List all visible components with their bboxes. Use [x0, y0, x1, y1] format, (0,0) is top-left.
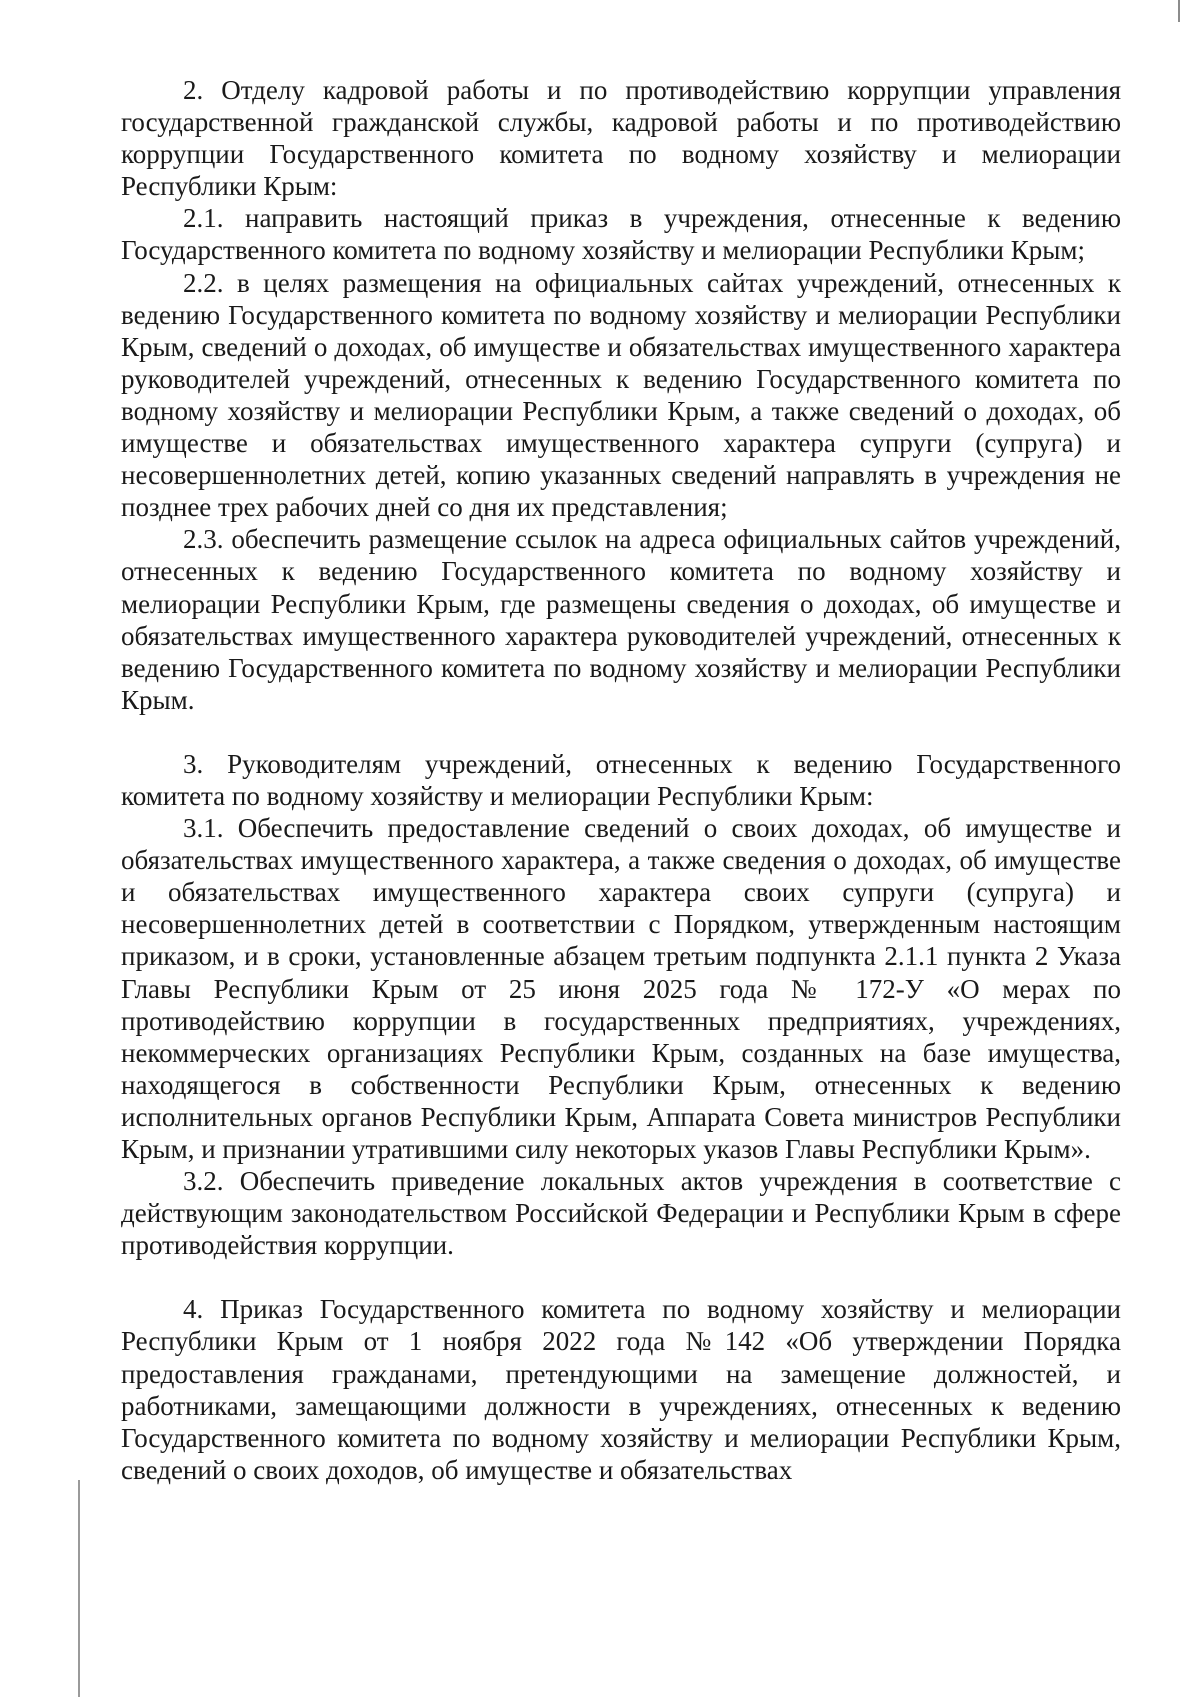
- paragraph-2-3: 2.3. обеспечить размещение ссылок на адреса официальных сайтов учреждений, отнесенных к ведению Государственного комитета по водному хозяйству и мелиорации Республики Крым, где размещены сведения о доходах, об имуществе и обязательствах имущественного характера руководителей учреждений, отнесенных к ведению Государственного комитета по водному хозяйству и мелиорации Республики Крым.: [121, 524, 1121, 715]
- paragraph-3: 3. Руководителям учреждений, отнесенных к ведению Государственного комитета по водному хозяйству и мелиорации Республики Крым:: [121, 748, 1121, 811]
- paragraph-2-2: 2.2. в целях размещения на официальных сайтах учреждений, отнесенных к ведению Государственного комитета по водному хозяйству и мелиорации Республики Крым, сведений о доходах, об имуществе и обязательствах имущественного характера руководителей учреждений, отнесенных к ведению Государственного комитета по водному хозяйству и мелиорации Республики Крым, а также сведений о доходах, об имуществе и обязательствах имущественного характера супруги (супруга) и несовершеннолетних детей, копию указанных сведений направлять в учреждения не позднее трех рабочих дней со дня их представления;: [121, 267, 1121, 523]
- paragraph-3-1: 3.1. Обеспечить предоставление сведений о своих доходах, об имуществе и обязательствах имущественного характера, а также сведения о доходах, об имуществе и обязательствах имущественного характера своих супруги (супруга) и несовершеннолетних детей в соответствии с Порядком, утвержденным настоящим приказом, и в сроки, установленные абзацем третьим подпункта 2.1.1 пункта 2 Указа Главы Республики Крым от 25 июня 2025 года № 172-У «О мерах по противодействию коррупции в государственных предприятиях, учреждениях, некоммерческих организациях Республики Крым, созданных на базе имущества, находящегося в собственности Республики Крым, отнесенных к ведению исполнительных органов Республики Крым, Аппарата Совета министров Республики Крым, и признании утратившими силу некоторых указов Главы Республики Крым».: [121, 813, 1121, 1164]
- paragraph-4: 4. Приказ Государственного комитета по водному хозяйству и мелиорации Республики Крым от 1 ноября 2022 года №142 «Об утверждении Порядка предоставления гражданами, претендующими на замещение должностей, и работниками, замещающими должности в учреждениях, отнесенных к ведению Государственного комитета по водному хозяйству и мелиорации Республики Крым, сведений о своих доходов, об имуществе и обязательствах: [121, 1294, 1121, 1485]
- scan-edge-mark: [1178, 0, 1180, 22]
- document-body: [121, 74, 1121, 1486]
- margin-line: [78, 1480, 80, 1697]
- paragraph-3-2: 3.2. Обеспечить приведение локальных актов учреждения в соответствие с действующим законодательством Российской Федерации и Республики Крым в сфере противодействия коррупции.: [121, 1166, 1121, 1261]
- paragraph-2-1: 2.1. направить настоящий приказ в учреждения, отнесенные к ведению Государственного комитета по водному хозяйству и мелиорации Республики Крым;: [121, 203, 1121, 266]
- paragraph-2: 2. Отделу кадровой работы и по противодействию коррупции управления государственной гражданской службы, кадровой работы и по противодействию коррупции Государственного комитета по водному хозяйству и мелиорации Республики Крым:: [121, 75, 1121, 202]
